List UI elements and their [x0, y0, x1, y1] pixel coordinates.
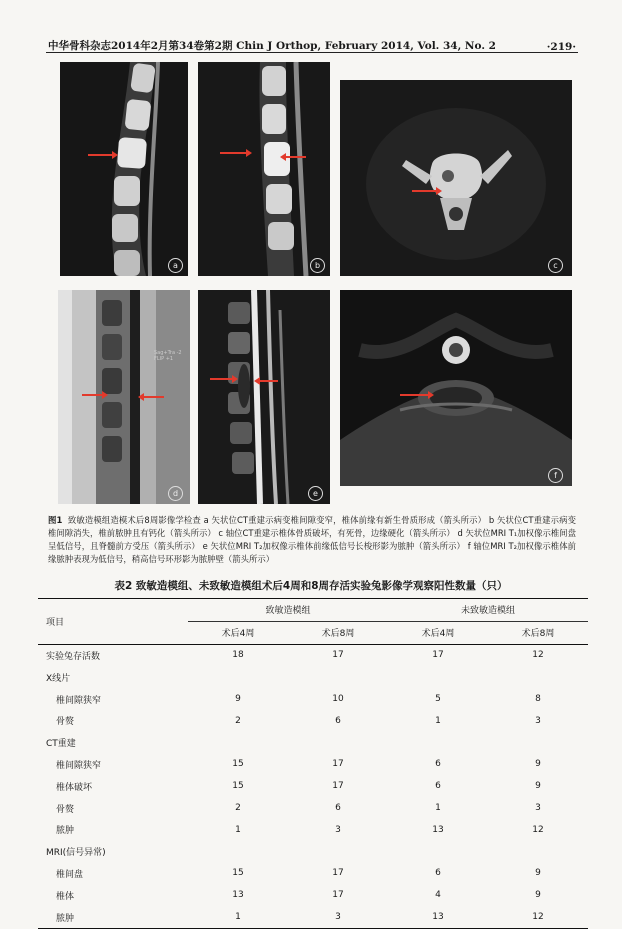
table-row: [38, 644, 588, 666]
journal-header: [48, 38, 576, 53]
table-cell: 15: [232, 781, 244, 792]
table-cell: [288, 732, 388, 754]
data-table: [38, 598, 588, 929]
table-row-label: 椎体破坏: [56, 782, 93, 793]
table-cell: 13: [232, 890, 244, 901]
table-cell: 15: [232, 868, 244, 879]
mri-sagittal-image-e: [198, 290, 330, 504]
table-cell: 6: [435, 759, 441, 770]
table-row: [38, 863, 588, 885]
panel-label-e: e: [308, 486, 323, 501]
table-cell: 12: [532, 824, 544, 835]
table-cell: 6: [335, 803, 341, 814]
mri-sagittal-image-d: [58, 290, 190, 504]
table-cell: 17: [332, 759, 344, 770]
table-header-group: 致敏造模组: [188, 599, 388, 622]
panel-label-a: a: [168, 258, 183, 273]
figure-caption-text: 致敏造模组造模术后8周影像学检查 a 矢状位CT重建示病变椎间隙变窄，椎体前缘有新生骨质形成（箭头所示） b 矢状位CT重建示病变椎间隙消失，椎前脓肿且有钙化（箭头所示） c 轴位CT重建示椎体骨质破坏，有死骨，边缘硬化（箭头所示） d 矢状位MRI T₁加权像示椎间盘呈低信号，且脊髓前方受压（箭头所示） e 矢状位MRI T₂加权像示椎体前缘低信号长梭形影为脓肿（箭头所示） f 轴位MRI T₂加权像示椎体前缘脓肿表现为低信号，稍高信号环形影为脓肿壁（箭头所示）: [48, 515, 576, 564]
table-cell: 5: [435, 694, 441, 705]
figure-panel-c: [340, 80, 572, 276]
table-cell: 9: [535, 890, 541, 901]
figure-panel-e: [198, 290, 330, 504]
table-cell: [288, 841, 388, 863]
table-row-label: 骨赘: [56, 804, 75, 815]
table-cell: 6: [435, 781, 441, 792]
table-row-label: 脓肿: [56, 826, 75, 837]
table-row: [38, 666, 588, 688]
table-cell: 9: [535, 868, 541, 879]
panel-label-d: d: [168, 486, 183, 501]
table-cell: 2: [235, 803, 241, 814]
table-cell: [388, 841, 488, 863]
table-row: [38, 775, 588, 797]
table-cell: 3: [535, 803, 541, 814]
arrow-annotation: [284, 156, 306, 158]
ct-sagittal-image-b: [198, 62, 330, 276]
table-cell: 15: [232, 759, 244, 770]
table-cell: 9: [235, 694, 241, 705]
table-row-label: 骨赘: [56, 717, 75, 728]
table-row: [38, 884, 588, 906]
mri-axial-image-f: [340, 290, 572, 486]
table-cell: 3: [335, 912, 341, 923]
arrow-annotation: [258, 380, 278, 382]
table-cell: 2: [235, 715, 241, 726]
table-row-label: X线片: [46, 673, 71, 684]
table-cell: 1: [435, 715, 441, 726]
table-row-label: 椎间盘: [56, 869, 84, 880]
figure-panel-a: [60, 62, 188, 276]
ct-sagittal-image-a: [60, 62, 188, 276]
table-subheader: 术后8周: [521, 629, 555, 640]
figure-panel-f: [340, 290, 572, 486]
table-row: [38, 906, 588, 928]
table-cell: [188, 732, 288, 754]
table-row: [38, 841, 588, 863]
table-cell: 9: [535, 781, 541, 792]
table-subheader: 术后8周: [321, 629, 355, 640]
arrow-annotation: [88, 154, 114, 156]
table-cell: [188, 666, 288, 688]
table-cell: 18: [232, 650, 244, 661]
table-cell: [288, 666, 388, 688]
table-cell: 3: [535, 715, 541, 726]
table-cell: 6: [335, 715, 341, 726]
table-cell: 12: [532, 912, 544, 923]
figure-panel-b: [198, 62, 330, 276]
arrow-annotation: [142, 396, 164, 398]
table-cell: 1: [235, 824, 241, 835]
page-number: ·219·: [546, 41, 576, 53]
table-row: [38, 819, 588, 841]
figure-caption: [48, 514, 576, 566]
table-cell: [388, 732, 488, 754]
figure-caption-label: 图1: [48, 515, 63, 525]
table-cell: 1: [435, 803, 441, 814]
table-cell: [188, 841, 288, 863]
table-cell: 8: [535, 694, 541, 705]
table-cell: 6: [435, 868, 441, 879]
table-row-label: MRI(信号异常): [46, 848, 106, 859]
table-row-label: 椎间隙狭窄: [56, 760, 102, 771]
table-cell: 17: [332, 650, 344, 661]
arrow-annotation: [220, 152, 248, 154]
table-row: [38, 688, 588, 710]
arrow-annotation: [400, 394, 430, 396]
ct-axial-image-c: [340, 80, 572, 276]
arrow-annotation: [82, 394, 104, 396]
table-cell: 9: [535, 759, 541, 770]
table-row: [38, 797, 588, 819]
table-cell: 4: [435, 890, 441, 901]
table-cell: [488, 666, 588, 688]
table-body: [38, 644, 588, 928]
journal-citation: 中华骨科杂志2014年2月第34卷第2期 Chin J Orthop, February 2014, Vol. 34, No. 2: [48, 40, 496, 52]
table-header-group: 未致敏造模组: [388, 599, 588, 622]
table-row-label: 实验兔存活数: [46, 651, 101, 662]
table-cell: 3: [335, 824, 341, 835]
figure-panel-d: [58, 290, 190, 504]
table-row: [38, 732, 588, 754]
table-cell: 12: [532, 650, 544, 661]
table-subheader: 术后4周: [221, 629, 255, 640]
table-row-label: 脓肿: [56, 913, 75, 924]
table-title: 表2 致敏造模组、未致敏造模组术后4周和8周存活实验兔影像学观察阳性数量（只）: [114, 580, 508, 592]
table-cell: [488, 732, 588, 754]
arrow-annotation: [210, 378, 234, 380]
table-cell: 1: [235, 912, 241, 923]
table-cell: 17: [332, 868, 344, 879]
table-row-label: 椎间隙狭窄: [56, 695, 102, 706]
table-row-label: CT重建: [46, 739, 76, 750]
table-subheader: 术后4周: [421, 629, 455, 640]
panel-label-b: b: [310, 258, 325, 273]
table-cell: 17: [332, 890, 344, 901]
panel-label-f: f: [548, 468, 563, 483]
table-cell: 10: [332, 694, 344, 705]
table-cell: 13: [432, 824, 444, 835]
table-cell: [388, 666, 488, 688]
table-row: [38, 754, 588, 776]
arrow-annotation: [412, 190, 438, 192]
table-cell: [488, 841, 588, 863]
table-row-label: 椎体: [56, 891, 75, 902]
table-cell: 17: [332, 781, 344, 792]
table-cell: 17: [432, 650, 444, 661]
header-rule: [46, 52, 578, 53]
mri-sequence-label: Sag+Tra -2 FLIP +1: [154, 350, 182, 362]
panel-label-c: c: [548, 258, 563, 273]
table-header-item: 项目: [38, 599, 188, 645]
table-row: [38, 710, 588, 732]
table-cell: 13: [432, 912, 444, 923]
